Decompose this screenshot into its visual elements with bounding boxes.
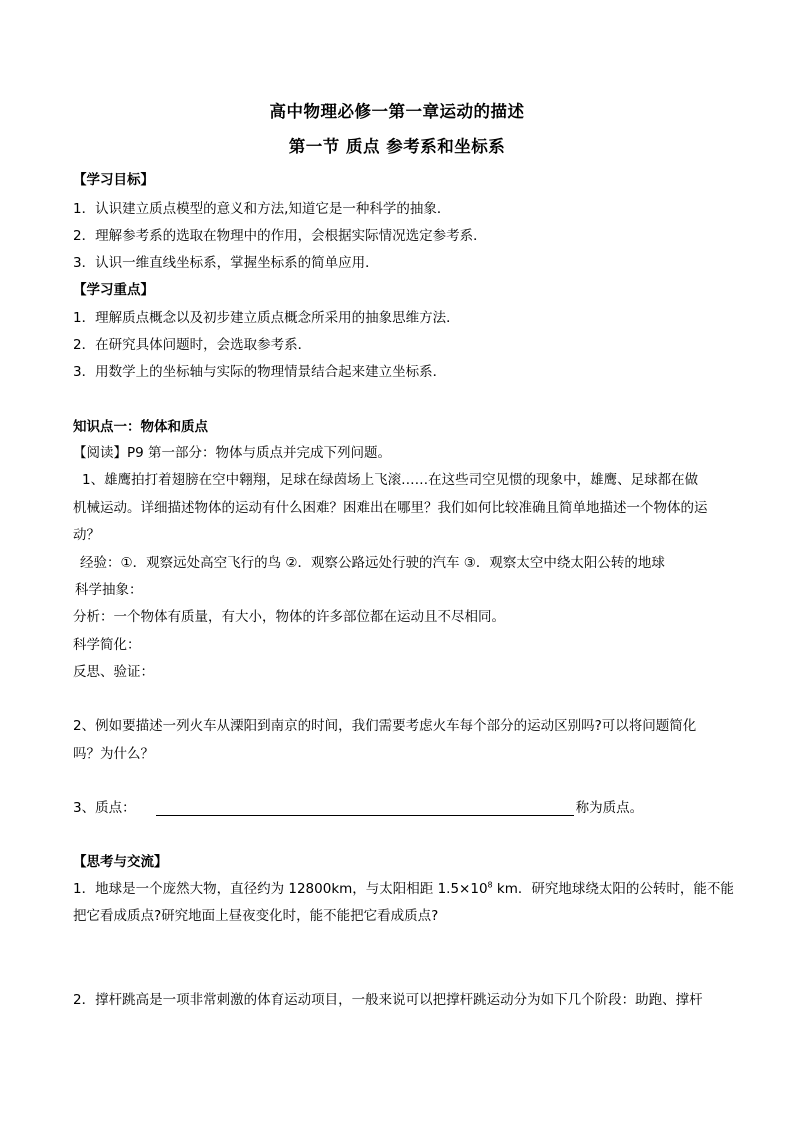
fill-in-blank[interactable] — [156, 801, 574, 816]
think-question-2-line-1: 2．撑杆跳高是一项非常刺激的体育运动项目，一般来说可以把撑杆跳运动分为如下几个阶段：助跑、撑杆 — [73, 992, 703, 1008]
question-3-line — [73, 796, 643, 816]
question-2-line-2: 吗？为什么？ — [73, 746, 154, 762]
think-question-1-line-2: 把它看成质点?研究地面上昼夜变化时，能不能把它看成质点? — [73, 908, 439, 924]
analysis-line: 分析：一个物体有质量，有大小，物体的许多部位都在运动且不尽相同。 — [73, 609, 505, 625]
question-1-line-2: 机械运动。详细描述物体的运动有什么困难？困难出在哪里？我们如何比较准确且简单地描述一个物体的运 — [73, 500, 708, 516]
goal-item-2: 2．理解参考系的选取在物理中的作用，会根据实际情况选定参考系． — [73, 228, 487, 244]
goals-header: 【学习目标】 — [73, 172, 154, 188]
goal-item-3: 3．认识一维直线坐标系，掌握坐标系的简单应用． — [73, 255, 379, 271]
experience-line: 经验：①．观察远处高空飞行的鸟 ②．观察公路远处行驶的汽车 ③．观察太空中绕太阳公转的地球 — [80, 555, 665, 571]
focus-item-1: 1．理解质点概念以及初步建立质点概念所采用的抽象思维方法． — [73, 310, 460, 326]
science-abstract-label: 科学抽象： — [75, 582, 143, 598]
focus-header: 【学习重点】 — [73, 282, 154, 298]
reflect-verify-label: 反思、验证： — [73, 664, 154, 680]
question-2-line-1: 2、例如要描述一列火车从溧阳到南京的时间，我们需要考虑火车每个部分的运动区别吗?可以将问题简化 — [73, 718, 697, 734]
reading-instruction: 【阅读】P9 第一部分：物体与质点并完成下列问题。 — [73, 445, 392, 461]
focus-item-2: 2．在研究具体问题时，会选取参考系． — [73, 337, 312, 353]
question-3-prefix: 3、质点： — [73, 800, 136, 816]
think-exchange-header: 【思考与交流】 — [73, 854, 168, 870]
question-1-line-3: 动？ — [73, 527, 100, 543]
exponent: 8 — [487, 880, 493, 890]
focus-item-3: 3．用数学上的坐标轴与实际的物理情景结合起来建立坐标系． — [73, 364, 447, 380]
think-question-1-text-b: km．研究地球绕太阳的公转时，能不能 — [492, 881, 734, 897]
document-title: 高中物理必修一第一章运动的描述 — [269, 102, 525, 121]
question-3-suffix: 称为质点。 — [575, 800, 644, 816]
science-simplify-label: 科学简化： — [73, 637, 141, 653]
think-question-1-line-1 — [73, 877, 734, 897]
goal-item-1: 1．认识建立质点模型的意义和方法,知道它是一种科学的抽象． — [73, 201, 451, 217]
knowledge-point-1-header: 知识点一：物体和质点 — [73, 419, 208, 435]
question-1-line-1: 1、雄鹰拍打着翅膀在空中翱翔，足球在绿茵场上飞滚……在这些司空见惯的现象中，雄鹰、足球都在做 — [82, 472, 699, 488]
section-title: 第一节 质点 参考系和坐标系 — [288, 137, 506, 156]
think-question-1-text-a: 1．地球是一个庞然大物，直径约为 12800km，与太阳相距 1.5×10 — [73, 881, 488, 897]
